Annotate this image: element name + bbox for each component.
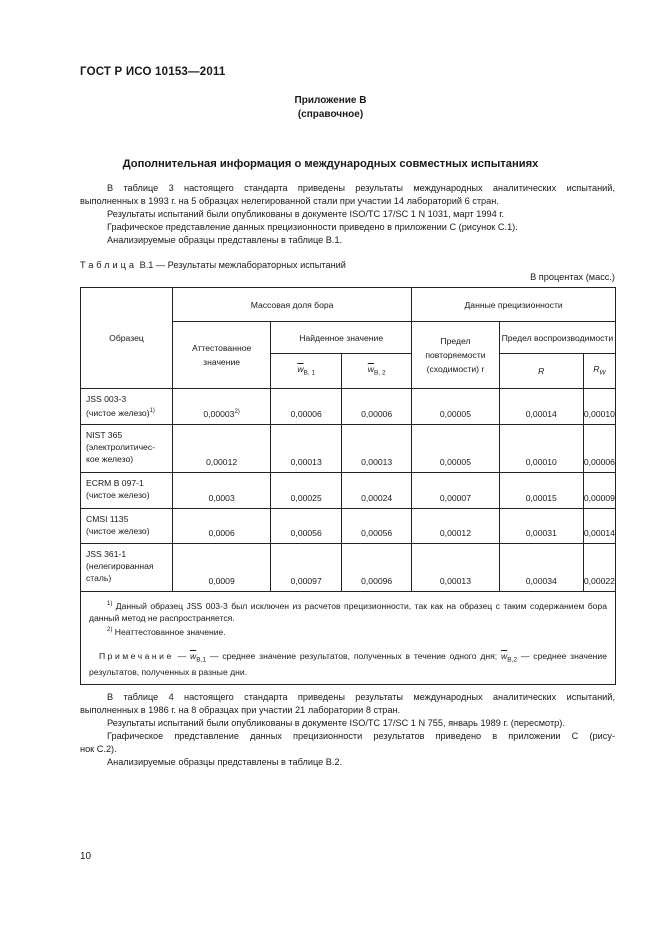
certified-value: 0,00012 (172, 425, 270, 473)
table-row (81, 389, 616, 425)
results-table (80, 287, 616, 685)
table-caption-text: В.1 — Результаты межлабораторных испытаний (137, 260, 346, 270)
header-certified: Аттестованное значение (172, 322, 270, 389)
outro-text (80, 691, 615, 769)
footnote-2: $^{2)}$ Неаттестованное значение. (107, 626, 226, 637)
intro-line: Анализируемые образцы представлены в таблице В.1. (107, 235, 343, 245)
annex-type: (справочное) (297, 109, 364, 120)
page-number: 10 (80, 851, 92, 862)
section-heading: Дополнительная информация о международных совместных испытаниях (122, 158, 539, 170)
r-value: 0,00007 (412, 473, 500, 509)
table-row (81, 473, 616, 509)
intro-line: Графическое представление данных прецизионности приведено в приложении С (рисунок С.1). (107, 222, 518, 232)
Rw-value: 0,00010 (583, 389, 615, 425)
R-value: 0,00031 (499, 509, 583, 544)
wb2-value: 0,00024 (342, 473, 412, 509)
intro-text (80, 182, 615, 247)
intro-line: Результаты испытаний были опубликованы в документе ISO/TC 17/SC 1 N 1031, март 1994 г. (107, 209, 505, 219)
footnote-1: $^{1)}$ Данный образец JSS 003-3 был исключен из расчетов прецизионности, так как на образец с таким содержанием бора данный метод не распространяется. (89, 600, 607, 623)
Rw-value: 0,00022 (583, 544, 615, 592)
outro-line: выполненных в 1986 г. на 8 образцах при участии 21 лаборатории 8 стран. (80, 705, 401, 715)
intro-line: В таблице 3 настоящего стандарта приведены результаты международных аналитических испытаний, (107, 183, 615, 193)
table-row (81, 544, 616, 592)
certified-value: 0,0009 (172, 544, 270, 592)
wb1-value: 0,00097 (271, 544, 342, 592)
table-row (81, 509, 616, 544)
R-value: 0,00034 (499, 544, 583, 592)
table-footnotes-row (81, 592, 616, 685)
header-R: R (499, 354, 583, 389)
Rw-value: 0,00009 (583, 473, 615, 509)
r-value: 0,00012 (412, 509, 500, 544)
Rw-value: 0,00006 (583, 425, 615, 473)
outro-line: Результаты испытаний были опубликованы в документе ISO/TC 17/SC 1 N 755, январь 1989 г. (пересмотр). (107, 718, 565, 728)
table-footnotes (81, 592, 616, 685)
wb1-value: 0,00025 (271, 473, 342, 509)
sample-name: JSS 361-1 (нелегированная сталь) (81, 544, 173, 592)
header-found: Найденное значение (271, 322, 412, 354)
r-value: 0,00013 (412, 544, 500, 592)
R-value: 0,00014 (499, 389, 583, 425)
table-caption (80, 260, 346, 270)
wb2-value: 0,00096 (342, 544, 412, 592)
intro-line: выполненных в 1993 г. на 5 образцах нелегированной стали при участии 14 лабораторий 6 стран. (80, 196, 499, 206)
document-code: ГОСТ Р ИСО 10153—2011 (80, 66, 226, 78)
sample-name: ECRM B 097-1 (чистое железо) (81, 473, 173, 509)
wb1-value: 0,00006 (271, 389, 342, 425)
header-wb2: $\overline{w}_{B, 2}$ (342, 354, 412, 389)
certified-value: 0,0006 (172, 509, 270, 544)
wb2-value: 0,00006 (342, 389, 412, 425)
outro-line: Графическое представление данных прецизионности результатов приведено в приложении С (рису- (107, 731, 615, 741)
sample-name: NIST 365 (электролитичес- кое железо) (81, 425, 173, 473)
header-sample: Образец (81, 288, 173, 389)
table-units: В процентах (масс.) (530, 272, 615, 282)
wb1-value: 0,00056 (271, 509, 342, 544)
wb2-value: 0,00013 (342, 425, 412, 473)
header-reproducibility: Предел воспроизводимости (499, 322, 615, 354)
certified-value: 0,0003 (172, 473, 270, 509)
table-note: Примечание — $\overline{w}_{B,1}$ — среднее значение результатов, полученных в течение одного дня; $\overline{w}_{B,2}$ — среднее значение результатов, полученных в разные дни. (89, 650, 608, 678)
table-row (81, 425, 616, 473)
outro-line: Анализируемые образцы представлены в таблице В.2. (107, 757, 343, 767)
sample-name: JSS 003-3 (чистое железо)$^{1)}$ (81, 389, 173, 425)
outro-line: нок С.2). (80, 744, 117, 754)
header-precision: Данные прецизионности (412, 288, 616, 322)
outro-line: В таблице 4 настоящего стандарта приведены результаты международных аналитических испытаний, (107, 692, 615, 702)
certified-value: 0,00003$^{2)}$ (172, 389, 270, 425)
wb2-value: 0,00056 (342, 509, 412, 544)
r-value: 0,00005 (412, 425, 500, 473)
header-Rw: $R_W$ (583, 354, 615, 389)
R-value: 0,00010 (499, 425, 583, 473)
sample-name: CMSI 1135 (чистое железо) (81, 509, 173, 544)
header-repeatability: Предел повторяемости (сходимости) r (412, 322, 500, 389)
r-value: 0,00005 (412, 389, 500, 425)
R-value: 0,00015 (499, 473, 583, 509)
wb1-value: 0,00013 (271, 425, 342, 473)
header-mass-fraction: Массовая доля бора (172, 288, 411, 322)
table-caption-word: Таблица (80, 260, 138, 270)
annex-title: Приложение В (294, 95, 367, 106)
header-wb1: $\overline{w}_{B, 1}$ (271, 354, 342, 389)
Rw-value: 0,00014 (583, 509, 615, 544)
